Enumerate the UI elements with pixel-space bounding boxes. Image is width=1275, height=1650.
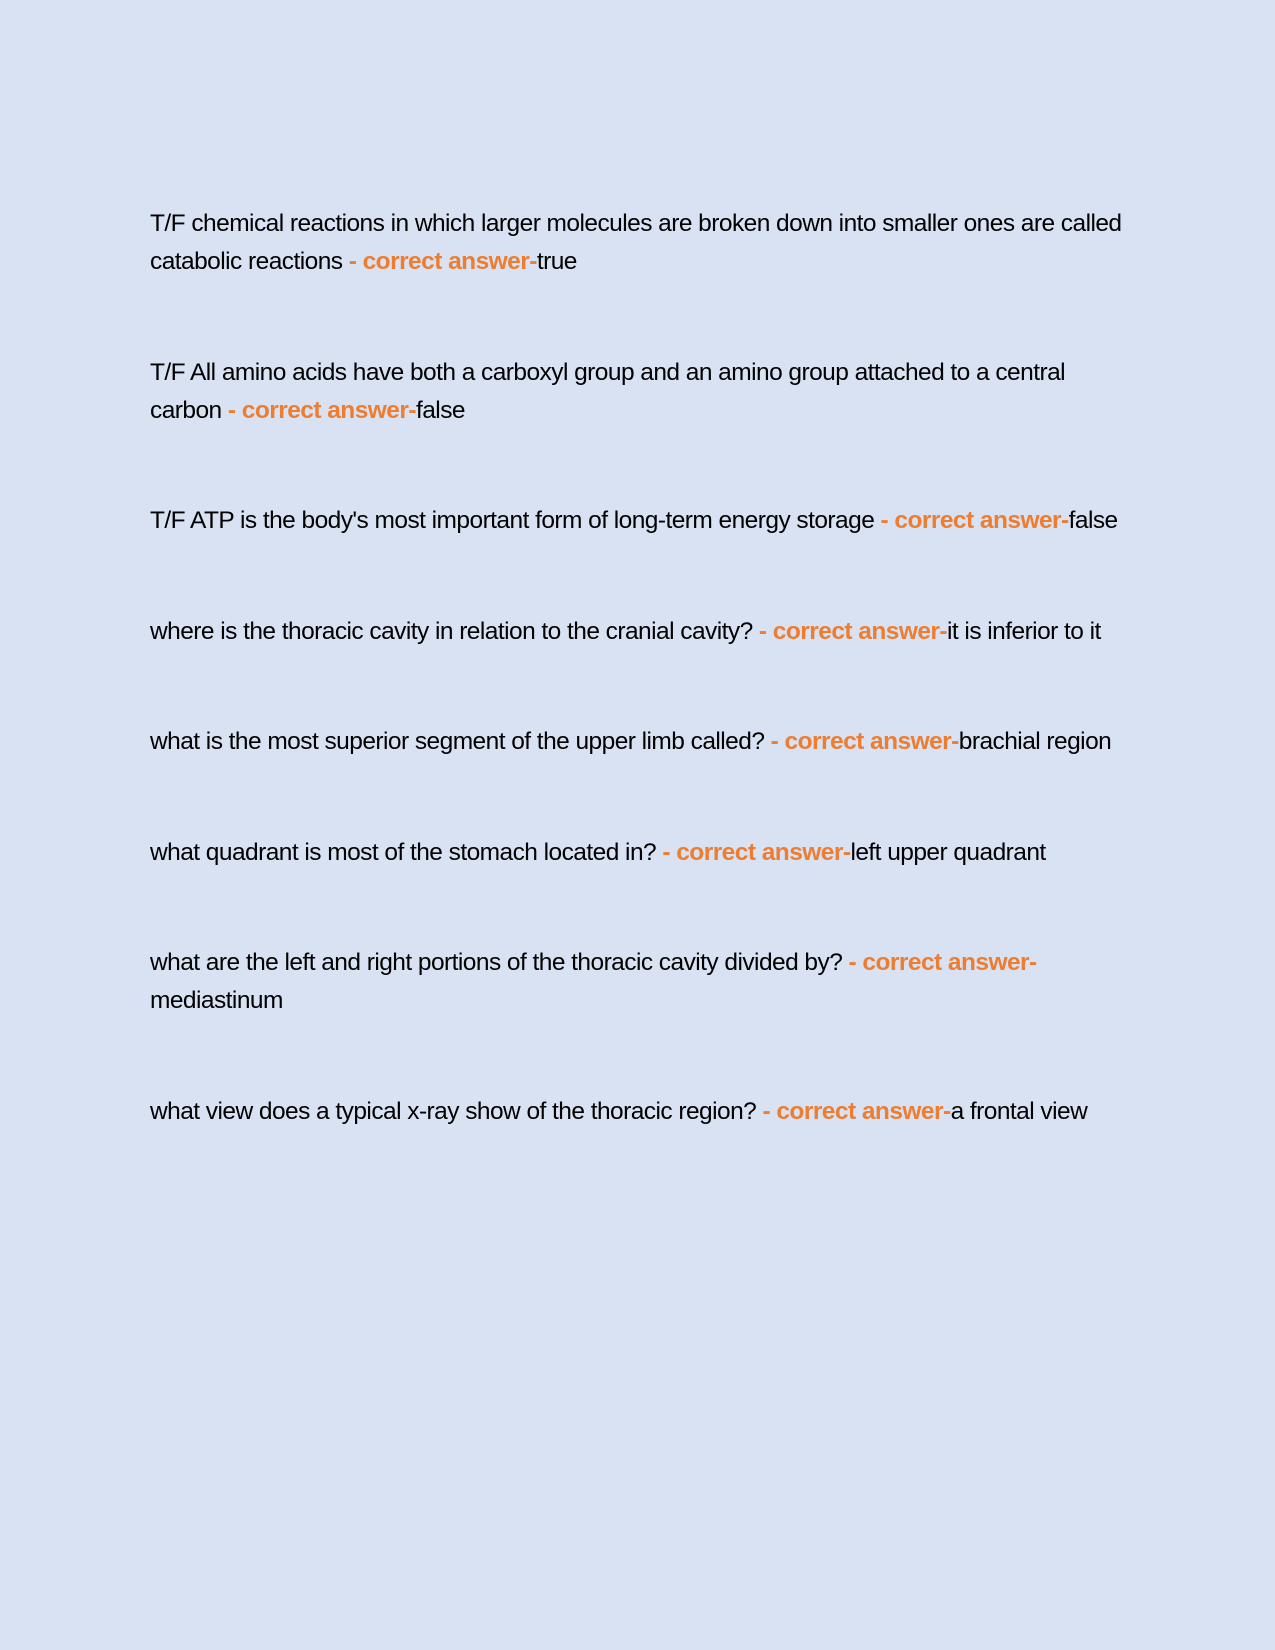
question-text: what quadrant is most of the stomach located in? xyxy=(150,838,663,866)
question-text: T/F chemical reactions in which larger molecules are broken down into smaller ones are called catabolic reactions xyxy=(150,210,1122,275)
qa-item xyxy=(150,723,1130,761)
correct-answer-label: - correct answer- xyxy=(348,248,537,275)
correct-answer-label: - correct answer- xyxy=(770,728,959,755)
document-page xyxy=(150,205,1130,1203)
answer-text: mediastinum xyxy=(150,987,283,1014)
correct-answer-label: - correct answer- xyxy=(227,396,416,424)
answer-text: left upper quadrant xyxy=(850,838,1046,866)
answer-text: brachial region xyxy=(958,728,1112,755)
question-text: what view does a typical x-ray show of the thoracic region? xyxy=(150,1097,763,1125)
answer-text: false xyxy=(1068,507,1118,534)
question-text: T/F ATP is the body's most important form of long-term energy storage xyxy=(150,507,881,534)
question-text: what is the most superior segment of the upper limb called? xyxy=(150,728,771,755)
question-text: where is the thoracic cavity in relation to the cranial cavity? xyxy=(150,617,759,645)
question-text: what are the left and right portions of the thoracic cavity divided by? xyxy=(150,949,849,976)
correct-answer-label: - correct answer- xyxy=(662,838,851,866)
correct-answer-label: - correct answer- xyxy=(758,617,948,645)
qa-item xyxy=(150,1093,1130,1131)
question-text: T/F All amino acids have both a carboxyl group and an amino group attached to a central carbon xyxy=(150,358,1066,424)
correct-answer-label: - correct answer- xyxy=(880,507,1069,534)
qa-item xyxy=(150,205,1130,281)
answer-text: true xyxy=(536,248,577,275)
qa-item xyxy=(150,834,1130,872)
qa-item xyxy=(150,502,1130,540)
qa-item xyxy=(150,613,1130,651)
answer-text: a frontal view xyxy=(950,1097,1088,1125)
answer-text: it is inferior to it xyxy=(947,617,1101,645)
qa-item xyxy=(150,944,1130,1020)
qa-item xyxy=(150,354,1130,430)
correct-answer-label: - correct answer- xyxy=(762,1097,951,1125)
answer-text: false xyxy=(415,396,465,424)
correct-answer-label: - correct answer- xyxy=(848,949,1037,976)
